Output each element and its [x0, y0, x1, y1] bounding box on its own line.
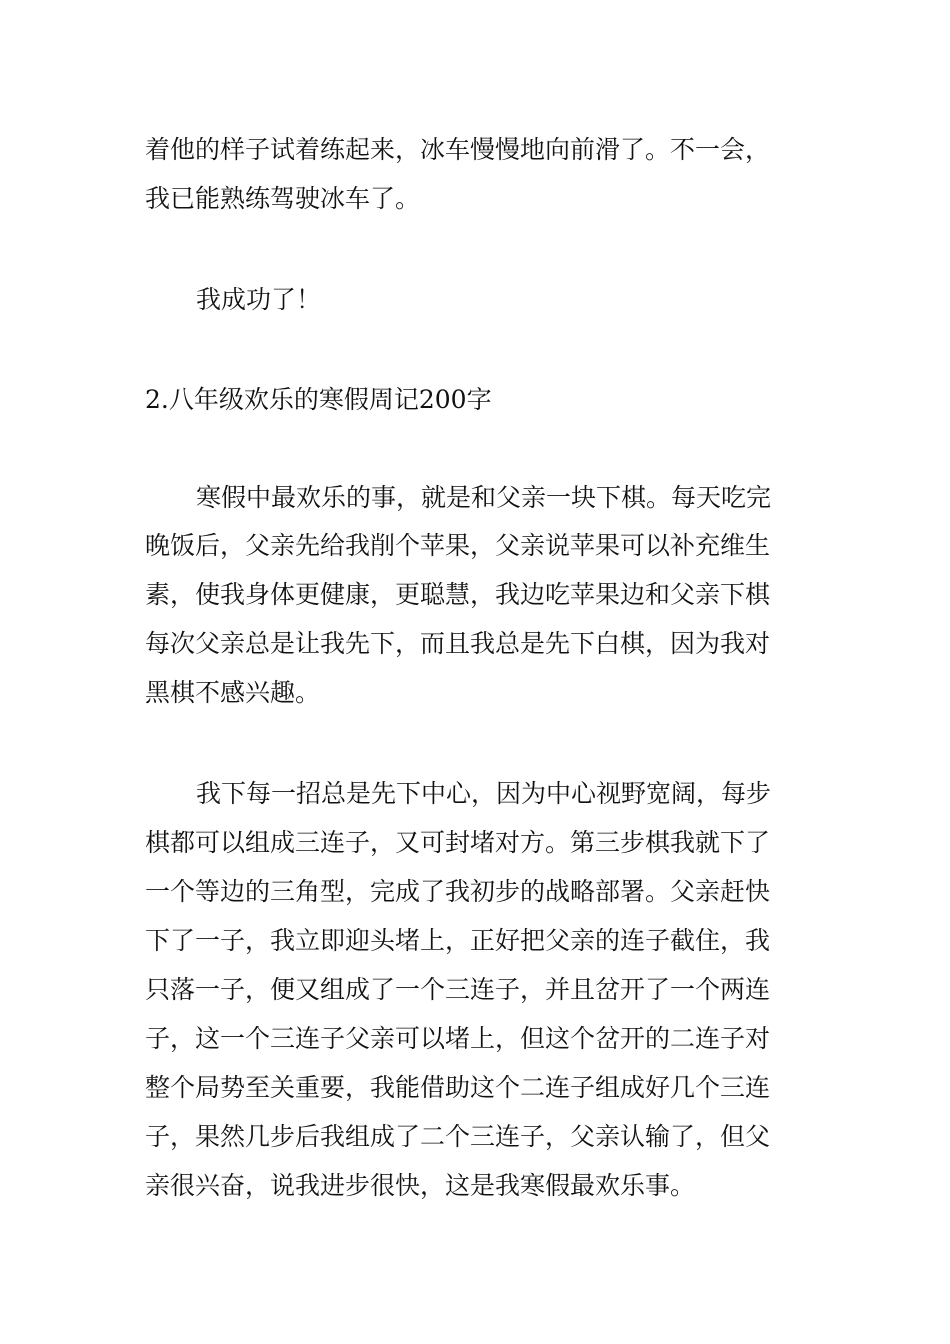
paragraph2-line-8: 子，果然几步后我组成了二个三连子，父亲认输了，但父: [145, 1122, 771, 1151]
section-heading: 2.八年级欢乐的寒假周记200字: [145, 385, 492, 414]
paragraph2-line-6: 子，这一个三连子父亲可以堵上，但这个岔开的二连子对: [145, 1024, 771, 1053]
paragraph2-line-2: 棋都可以组成三连子，又可封堵对方。第三步棋我就下了: [145, 828, 771, 857]
paragraph1-line-5: 黑棋不感兴趣。: [145, 678, 321, 707]
paragraph1-line-3: 素，使我身体更健康，更聪慧，我边吃苹果边和父亲下棋: [145, 580, 771, 609]
paragraph1-line-1: 寒假中最欢乐的事，就是和父亲一块下棋。每天吃完: [196, 483, 772, 512]
paragraph1-line-2: 晚饭后，父亲先给我削个苹果，父亲说苹果可以补充维生: [145, 531, 771, 560]
paragraph2-line-7: 整个局势至关重要，我能借助这个二连子组成好几个三连: [145, 1073, 771, 1102]
intro-line-2: 我已能熟练驾驶冰车了。: [145, 184, 421, 213]
paragraph1-line-4: 每次父亲总是让我先下，而且我总是先下白棋，因为我对: [145, 629, 771, 658]
paragraph2-line-4: 下了一子，我立即迎头堵上，正好把父亲的连子截住，我: [145, 926, 771, 955]
paragraph2-line-5: 只落一子，便又组成了一个三连子，并且岔开了一个两连: [145, 975, 771, 1004]
paragraph2-line-9: 亲很兴奋，说我进步很快，这是我寒假最欢乐事。: [145, 1171, 696, 1200]
success-line: 我成功了！: [196, 285, 322, 314]
paragraph2-line-1: 我下每一招总是先下中心，因为中心视野宽阔，每步: [196, 779, 772, 808]
intro-line-1: 着他的样子试着练起来，冰车慢慢地向前滑了。不一会，: [145, 135, 771, 164]
paragraph2-line-3: 一个等边的三角型，完成了我初步的战略部署。父亲赶快: [145, 877, 771, 906]
